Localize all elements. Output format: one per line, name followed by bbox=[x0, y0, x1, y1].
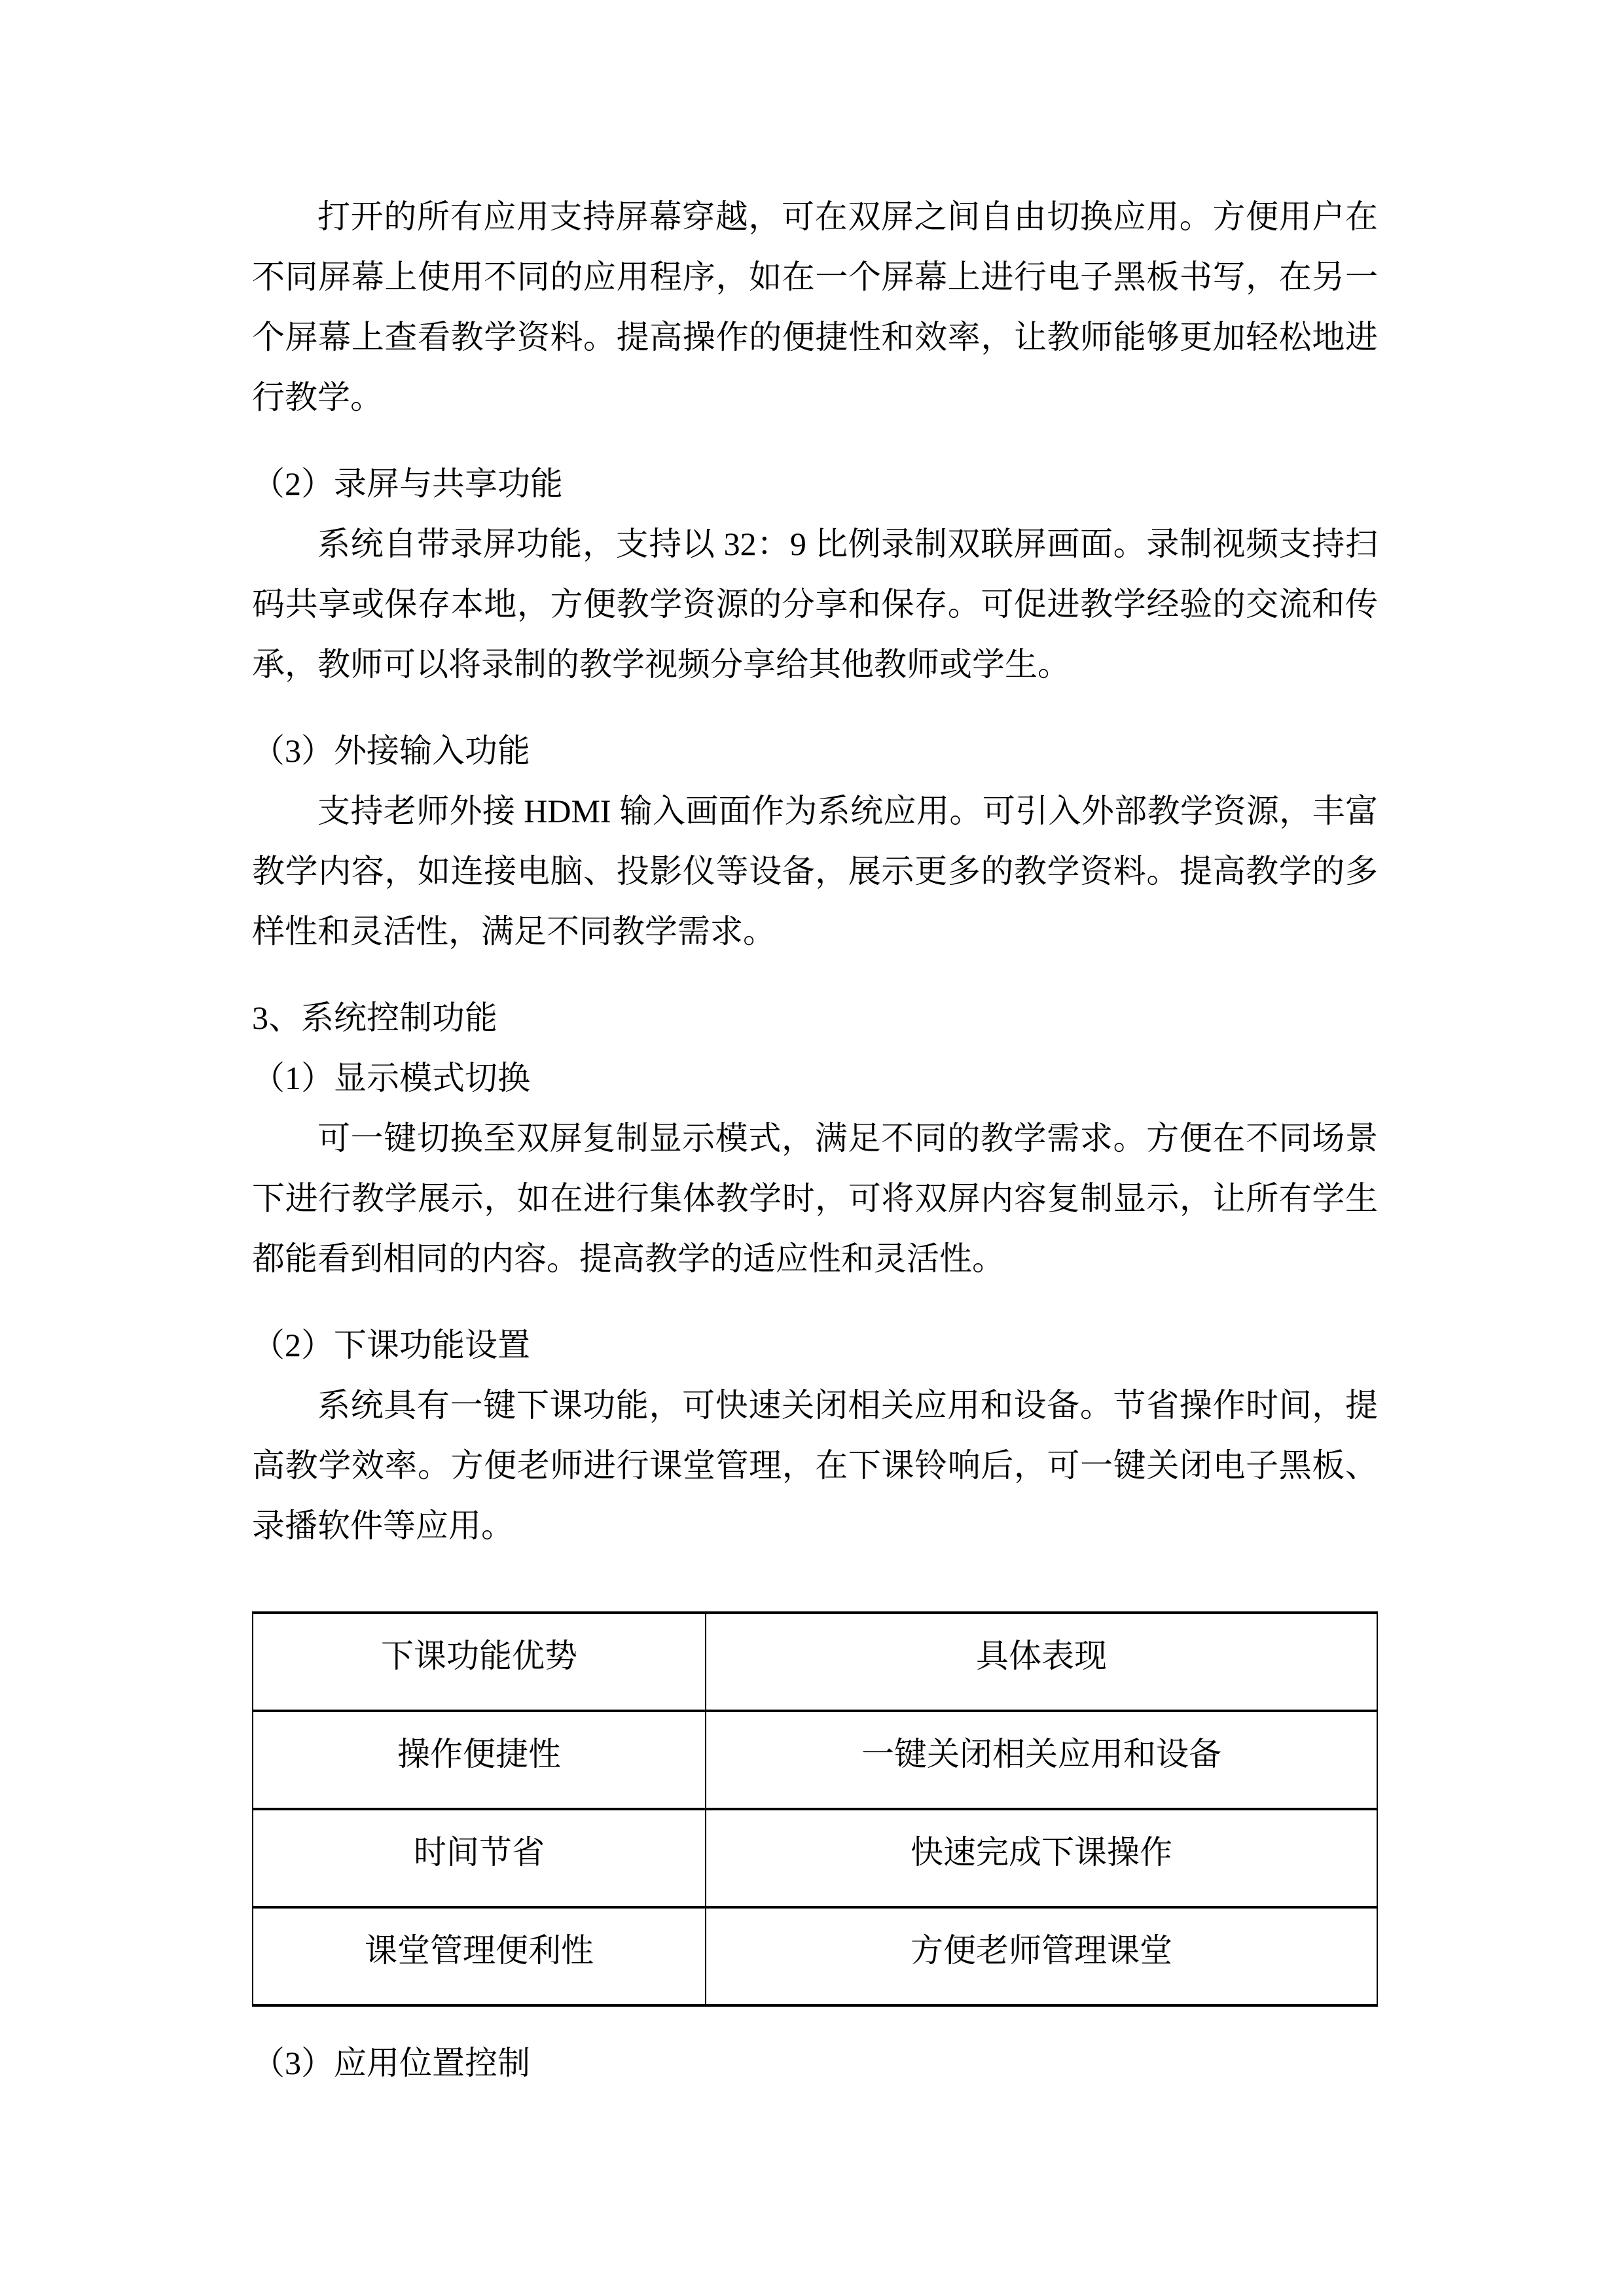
table-cell: 方便老师管理课堂 bbox=[706, 1907, 1377, 2005]
table-row bbox=[253, 1711, 1377, 1809]
table-cell: 时间节省 bbox=[253, 1809, 706, 1907]
section-heading: （3）应用位置控制 bbox=[252, 2045, 530, 2081]
section-heading: （2）录屏与共享功能 bbox=[252, 465, 563, 502]
paragraph: 支持老师外接 HDMI 输入画面作为系统应用。可引入外部教学资源，丰富教学内容，如连接电脑、投影仪等设备，展示更多的教学资料。提高教学的多样性和灵活性，满足不同教学需求。 bbox=[252, 793, 1378, 950]
table-cell: 一键关闭相关应用和设备 bbox=[706, 1711, 1377, 1809]
table-cell: 课堂管理便利性 bbox=[253, 1907, 706, 2005]
paragraph: 系统具有一键下课功能，可快速关闭相关应用和设备。节省操作时间，提高教学效率。方便老师进行课堂管理，在下课铃响后，可一键关闭电子黑板、录播软件等应用。 bbox=[252, 1387, 1378, 1544]
section-heading: （2）下课功能设置 bbox=[252, 1327, 530, 1363]
section-heading: （1）显示模式切换 bbox=[252, 1060, 530, 1096]
table-row bbox=[253, 1907, 1377, 2005]
table-row bbox=[253, 1809, 1377, 1907]
section-heading: 3、系统控制功能 bbox=[252, 999, 497, 1036]
table-header-cell: 下课功能优势 bbox=[253, 1613, 706, 1711]
paragraph: 打开的所有应用支持屏幕穿越，可在双屏之间自由切换应用。方便用户在不同屏幕上使用不同的应用程序，如在一个屏幕上进行电子黑板书写，在另一个屏幕上查看教学资料。提高操作的便捷性和效率，让教师能够更加轻松地进行教学。 bbox=[252, 198, 1378, 416]
section-heading: （3）外接输入功能 bbox=[252, 732, 530, 769]
table-header-cell: 具体表现 bbox=[706, 1613, 1377, 1711]
paragraph: 系统自带录屏功能，支持以 32：9 比例录制双联屏画面。录制视频支持扫码共享或保存本地，方便教学资源的分享和保存。可促进教学经验的交流和传承，教师可以将录制的教学视频分享给其他教师或学生。 bbox=[252, 526, 1378, 683]
table-cell: 快速完成下课操作 bbox=[706, 1809, 1377, 1907]
table-cell: 操作便捷性 bbox=[253, 1711, 706, 1809]
table-header-row bbox=[253, 1613, 1377, 1711]
paragraph: 可一键切换至双屏复制显示模式，满足不同的教学需求。方便在不同场景下进行教学展示，如在进行集体教学时，可将双屏内容复制显示，让所有学生都能看到相同的内容。提高教学的适应性和灵活性。 bbox=[252, 1120, 1378, 1277]
feature-table bbox=[252, 1611, 1378, 2007]
document-body bbox=[252, 187, 1378, 2093]
